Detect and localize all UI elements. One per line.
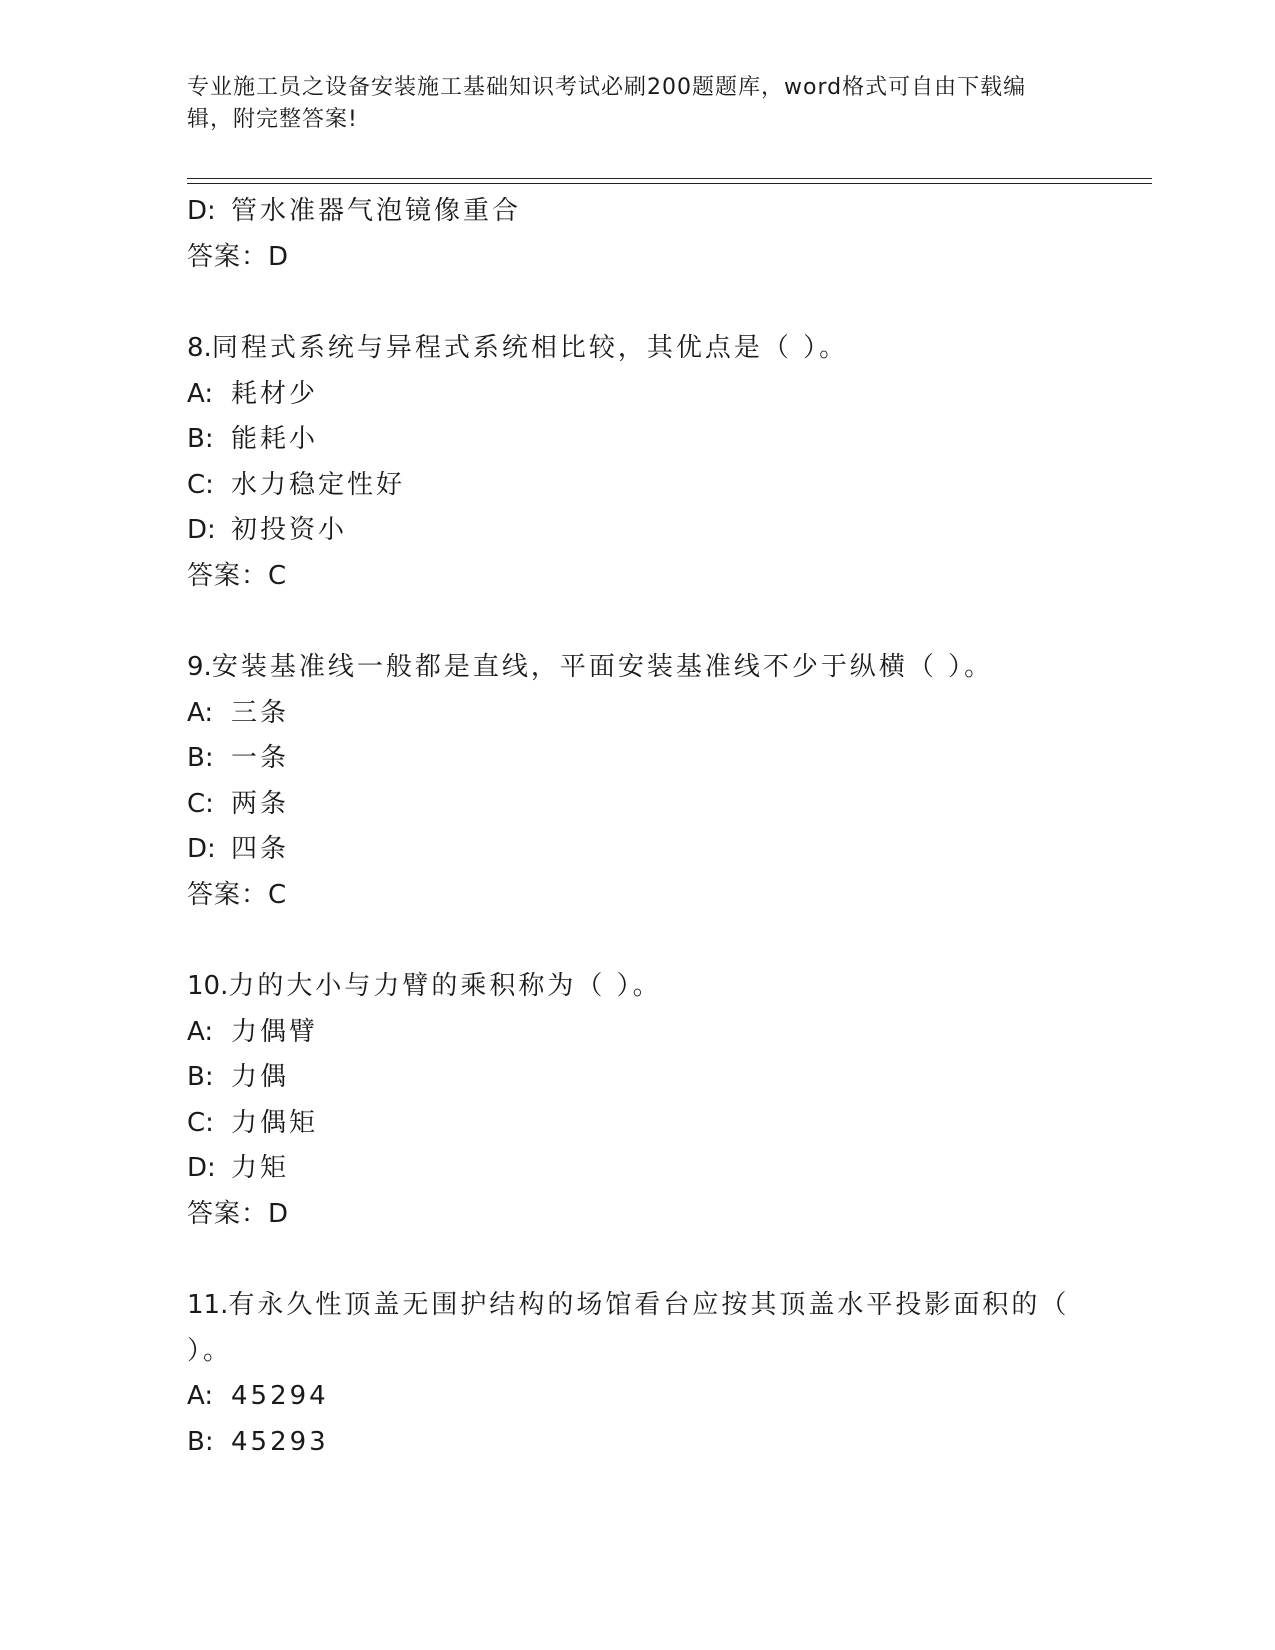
option-row — [187, 508, 1087, 554]
option-text: 力矩 — [231, 1153, 290, 1183]
answer-line: 答案：D — [187, 1198, 290, 1229]
option-letter: B: — [187, 743, 214, 773]
option-row — [187, 1420, 1087, 1466]
option-letter: B: — [187, 424, 214, 454]
option-text: 四条 — [231, 834, 290, 864]
option-row — [187, 189, 1087, 235]
answer-line: 答案：C — [187, 560, 288, 591]
option-letter: A: — [187, 1016, 214, 1047]
question-10-stem — [187, 964, 1087, 1010]
option-text: 一条 — [231, 743, 290, 773]
option-letter: C: — [187, 1107, 214, 1138]
option-text: 初投资小 — [231, 515, 348, 545]
question-11-stem — [187, 1283, 1087, 1374]
option-row — [187, 463, 1087, 509]
question-text: 力的大小与力臂的乘积称为（ ）。 — [228, 971, 662, 1001]
option-row — [187, 1101, 1087, 1147]
option-text: 三条 — [231, 697, 290, 728]
option-letter: D: — [187, 196, 216, 226]
question-number: 8. — [187, 333, 212, 363]
question-text: 有永久性顶盖无围护结构的场馆看台应按其顶盖水平投影面积的（ ）。 — [187, 1290, 1070, 1366]
option-letter: A: — [187, 1381, 214, 1411]
option-text: 水力稳定性好 — [231, 469, 406, 500]
option-row — [187, 1146, 1087, 1192]
option-row — [187, 736, 1087, 782]
option-letter: A: — [187, 378, 214, 409]
question-text: 同程式系统与异程式系统相比较，其优点是（ ）。 — [211, 333, 849, 363]
question-number: 11. — [187, 1290, 229, 1320]
option-row — [187, 372, 1087, 418]
option-text: 45294 — [231, 1381, 329, 1411]
option-letter: D: — [187, 515, 216, 545]
question-8-stem — [187, 326, 1087, 372]
question-number: 9. — [187, 652, 212, 682]
option-row — [187, 1055, 1087, 1101]
option-text: 管水准器气泡镜像重合 — [231, 196, 522, 226]
option-text: 能耗小 — [231, 424, 319, 454]
question-number: 10. — [187, 971, 229, 1001]
question-text: 安装基准线一般都是直线，平面安装基准线不少于纵横（ ）。 — [211, 652, 994, 682]
option-row — [187, 782, 1087, 828]
option-text: 力偶臂 — [231, 1016, 319, 1047]
option-letter: D: — [187, 1153, 216, 1183]
option-letter: D: — [187, 834, 216, 864]
option-text: 力偶 — [231, 1062, 290, 1092]
option-row — [187, 691, 1087, 737]
option-text: 两条 — [231, 788, 290, 819]
option-row — [187, 417, 1087, 463]
option-row — [187, 1374, 1087, 1420]
option-text: 耗材少 — [231, 378, 319, 409]
option-letter: C: — [187, 788, 214, 819]
option-row — [187, 1010, 1087, 1056]
header-divider-bottom — [187, 183, 1152, 184]
option-text: 45293 — [231, 1426, 329, 1457]
answer-line: 答案：C — [187, 879, 288, 910]
option-letter: A: — [187, 697, 214, 728]
option-letter: C: — [187, 469, 214, 500]
answer-line: 答案：D — [187, 241, 290, 272]
question-9-stem — [187, 645, 1087, 691]
question-content — [187, 189, 1087, 1465]
option-text: 力偶矩 — [231, 1107, 319, 1138]
document-header: 专业施工员之设备安装施工基础知识考试必刷200题题库，word格式可自由下载编辑，附完整答案! — [187, 75, 1027, 132]
option-row — [187, 827, 1087, 873]
option-letter: B: — [187, 1426, 214, 1457]
header-divider-top — [187, 178, 1152, 179]
option-letter: B: — [187, 1062, 214, 1092]
